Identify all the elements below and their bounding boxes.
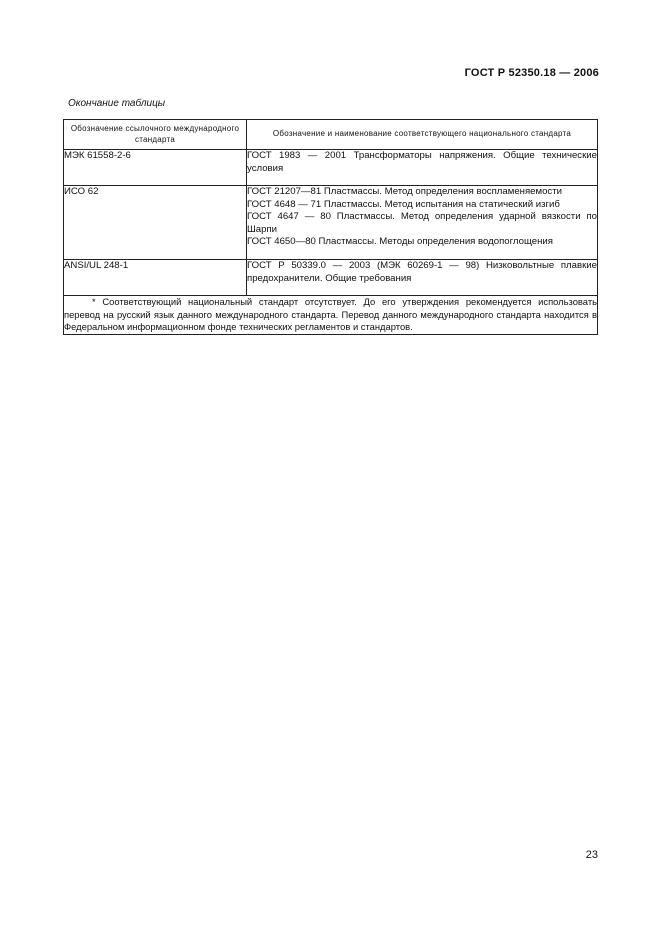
table-header-row — [64, 120, 598, 150]
table-caption: Окончание таблицы — [68, 98, 166, 109]
national-standard-entry: ГОСТ 4650—80 Пластмассы. Методы определения водопоглощения — [247, 236, 553, 247]
table-footnote — [64, 296, 598, 335]
national-standard-entry: ГОСТ 21207—81 Пластмассы. Метод определения воспламеняемости — [247, 186, 562, 197]
table-row — [64, 186, 598, 260]
table-row — [64, 150, 598, 186]
national-standard-entry: ГОСТ Р 50339.0 — 2003 (МЭК 60269-1 — 98) Низковольтные плавкие предохранители. Общие требования — [247, 260, 597, 284]
column-header-international-standard: Обозначение ссылочного международного стандарта — [64, 120, 247, 150]
international-standard-cell: ИСО 62 — [64, 186, 247, 260]
national-standard-entry: ГОСТ 1983 — 2001 Трансформаторы напряжения. Общие технические условия — [247, 150, 597, 174]
table-row — [64, 260, 598, 296]
national-standard-entry: ГОСТ 4648 — 71 Пластмассы. Метод испытания на статический изгиб — [247, 198, 560, 210]
international-standard-cell: ANSI/UL 248-1 — [64, 260, 247, 296]
national-standard-entry: ГОСТ 4647 — 80 Пластмассы. Метод определения ударной вязкости по Шарпи — [247, 211, 597, 235]
footnote-row — [64, 296, 598, 335]
document-code-header: ГОСТ Р 52350.18 — 2006 — [464, 67, 599, 79]
national-standard-cell — [247, 186, 598, 260]
footnote-text — [64, 296, 597, 334]
standards-reference-table — [63, 119, 598, 335]
page-number: 23 — [585, 849, 598, 861]
national-standard-cell — [247, 260, 598, 296]
footnote-content: * Соответствующий национальный стандарт отсутствует. До его утверждения рекомендуется использовать перевод на русский язык данного международного стандарта. Перевод данного международного стандарта находится в Федеральном информационном фонде технических регламентов и стандартов. — [64, 296, 597, 332]
national-standard-cell — [247, 150, 598, 186]
international-standard-cell: МЭК 61558-2-6 — [64, 150, 247, 186]
column-header-national-standard: Обозначение и наименование соответствующего национального стандарта — [247, 120, 598, 150]
